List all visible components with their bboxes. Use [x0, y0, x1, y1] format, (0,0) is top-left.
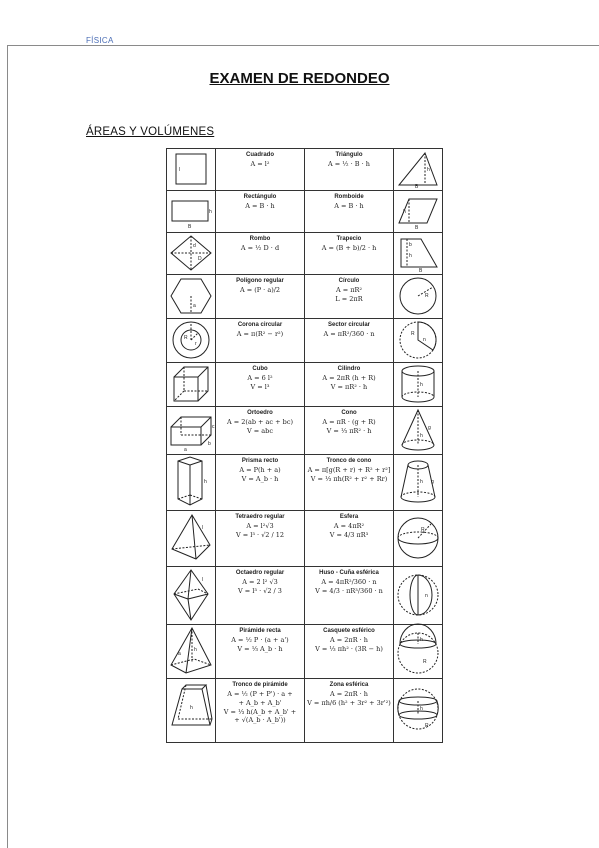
- formula-cell: [305, 567, 394, 625]
- rectangle-icon: [168, 191, 214, 231]
- formula-lines: [305, 578, 393, 596]
- svg-text:a: a: [184, 447, 187, 453]
- formula-lines: [216, 374, 304, 392]
- svg-text:h: h: [420, 382, 423, 388]
- formula-cell: [305, 319, 394, 363]
- square-icon: [168, 149, 214, 189]
- formula-line: + A_b + A_b': [238, 698, 282, 707]
- formula-lines: [305, 244, 393, 253]
- figure-cell: [394, 319, 443, 363]
- formula-lines: [216, 330, 304, 339]
- table-row: [167, 275, 443, 319]
- formula-cell: [305, 407, 394, 455]
- figure-cell: [167, 233, 216, 275]
- formula-lines: [305, 636, 393, 654]
- formula-cell: [216, 511, 305, 567]
- svg-text:h: h: [420, 706, 423, 712]
- formula-cell: [216, 233, 305, 275]
- svg-text:n: n: [423, 337, 426, 343]
- svg-text:h: h: [427, 167, 430, 173]
- formula-lines: [305, 522, 393, 540]
- svg-text:R: R: [423, 659, 427, 665]
- svg-text:a: a: [193, 303, 196, 309]
- svg-text:h: h: [420, 433, 423, 439]
- figure-cell: [167, 455, 216, 511]
- formula-line: A = πR²/360 · n: [323, 330, 375, 338]
- table-row: [167, 363, 443, 407]
- formula-cell: [305, 511, 394, 567]
- cube-icon: [168, 363, 214, 405]
- formula-line: A = B · h: [245, 202, 275, 210]
- formula-line: A = 4πR²/360 · n: [321, 578, 377, 586]
- formula-cell: [305, 149, 394, 191]
- formula-line: A = P(h + a): [239, 466, 281, 474]
- svg-text:R: R: [421, 527, 425, 533]
- figure-cell: [394, 275, 443, 319]
- formula-lines: [216, 578, 304, 596]
- formula-line: A = πR²: [335, 286, 363, 294]
- svg-text:g: g: [428, 425, 431, 431]
- figure-cell: [394, 455, 443, 511]
- shape-name: Tronco de pirámide: [232, 682, 288, 688]
- svg-text:l: l: [202, 525, 204, 531]
- figure-cell: [167, 567, 216, 625]
- formula-line: A = 4πR²: [333, 522, 365, 530]
- formula-line: V = πh/6 (h² + 3r² + 3r'²): [307, 698, 391, 707]
- formula-line: A = 2 l² √3: [242, 578, 278, 586]
- figure-cell: [394, 679, 443, 743]
- svg-text:R: R: [411, 331, 415, 337]
- shape-name: Octaedro regular: [235, 570, 285, 576]
- shape-name: Rectángulo: [243, 194, 277, 200]
- formula-table: [166, 148, 443, 743]
- formula-cell: [216, 191, 305, 233]
- table-row: [167, 149, 443, 191]
- formula-line: A = π[g(R + r) + R² + r²]: [307, 466, 391, 474]
- table-row: [167, 233, 443, 275]
- spherical-zone-icon: [395, 679, 441, 739]
- formula-cell: [216, 625, 305, 679]
- formula-line: A = B · h: [334, 202, 364, 210]
- formula-lines: [216, 202, 304, 211]
- formula-line: V = 4/3 πR³: [329, 530, 369, 539]
- shape-name: Rombo: [249, 236, 271, 242]
- figure-cell: [167, 363, 216, 407]
- figure-cell: [394, 625, 443, 679]
- formula-lines: [305, 374, 393, 392]
- table-row: [167, 319, 443, 363]
- tetrahedron-icon: [168, 511, 214, 565]
- svg-text:l: l: [202, 577, 204, 583]
- figure-cell: [394, 407, 443, 455]
- svg-text:b: b: [409, 242, 412, 248]
- hexagon-icon: [168, 275, 214, 317]
- table-row: [167, 625, 443, 679]
- figure-cell: [167, 679, 216, 743]
- rhomboid-icon: [395, 191, 441, 231]
- formula-lines: [305, 160, 393, 169]
- annulus-icon: [168, 319, 214, 361]
- triangle-icon: [395, 149, 441, 189]
- formula-lines: [305, 330, 393, 339]
- formula-cell: [216, 319, 305, 363]
- svg-text:b: b: [208, 441, 211, 447]
- formula-lines: [216, 466, 304, 484]
- formula-lines: [216, 636, 304, 654]
- formula-lines: [216, 690, 304, 725]
- formula-cell: [305, 191, 394, 233]
- formula-line: A = πR · (g + R): [322, 418, 376, 426]
- svg-text:h: h: [190, 705, 193, 711]
- svg-text:d: d: [193, 243, 196, 249]
- figure-cell: [394, 363, 443, 407]
- figure-cell: [394, 511, 443, 567]
- svg-text:a: a: [178, 651, 181, 657]
- shape-name: Círculo: [338, 278, 360, 284]
- formula-lines: [305, 418, 393, 436]
- right-prism-icon: [168, 455, 214, 509]
- formula-line: A = 2πR · h: [330, 636, 368, 644]
- svg-text:B: B: [188, 224, 192, 230]
- table-row: [167, 191, 443, 233]
- formula-line: V = l³: [250, 382, 270, 391]
- shape-name: Huso - Cuña esférica: [319, 570, 379, 576]
- circle-icon: [395, 275, 441, 317]
- formula-lines: [216, 160, 304, 169]
- page-title: EXAMEN DE REDONDEO: [209, 70, 390, 87]
- formula-line: V = ⅓ πh² · (3R − h): [315, 644, 383, 653]
- formula-cell: [305, 625, 394, 679]
- shape-name: Sector circular: [327, 322, 371, 328]
- formula-line: V = A_b · h: [241, 474, 279, 483]
- shape-name: Tetraedro regular: [235, 514, 285, 520]
- formula-line: + √(A_b · A_b')): [234, 716, 286, 725]
- shape-name: Polígono regular: [236, 278, 284, 284]
- formula-line: A = ½ D · d: [240, 244, 280, 252]
- formula-cell: [305, 679, 394, 743]
- svg-text:g: g: [431, 479, 434, 485]
- section-subtitle: ÁREAS Y VOLÚMENES: [86, 126, 215, 138]
- truncated-pyramid-icon: [168, 679, 214, 739]
- formula-cell: [216, 567, 305, 625]
- formula-lines: [305, 286, 393, 304]
- figure-cell: [167, 275, 216, 319]
- figure-cell: [394, 233, 443, 275]
- table-row: [167, 407, 443, 455]
- svg-text:l: l: [179, 167, 181, 173]
- svg-text:h: h: [194, 647, 197, 653]
- spherical-wedge-icon: [395, 567, 441, 623]
- formula-cell: [216, 275, 305, 319]
- cuboid-icon: [168, 407, 214, 453]
- formula-cell: [216, 407, 305, 455]
- octahedron-icon: [168, 567, 214, 623]
- shape-name: Ortoedro: [247, 410, 273, 416]
- svg-text:R: R: [425, 723, 429, 729]
- svg-text:c: c: [212, 424, 215, 430]
- table-row: [167, 511, 443, 567]
- formula-line: L = 2πR: [335, 294, 363, 303]
- svg-text:h: h: [420, 637, 423, 643]
- figure-cell: [167, 191, 216, 233]
- shape-name: Pirámide recta: [239, 628, 281, 634]
- formula-lines: [305, 466, 393, 484]
- svg-text:n: n: [425, 593, 428, 599]
- formula-line: A = l²: [250, 160, 270, 168]
- trapezoid-icon: [395, 233, 441, 273]
- formula-lines: [305, 690, 393, 708]
- rhombus-icon: [168, 233, 214, 273]
- formula-lines: [305, 202, 393, 211]
- formula-line: V = 4/3 · πR³/360 · n: [315, 586, 383, 595]
- formula-line: V = ⅓ A_b · h: [237, 644, 283, 653]
- cylinder-icon: [395, 363, 441, 405]
- formula-line: V = ⅓ πR² · h: [326, 426, 372, 435]
- figure-cell: [394, 149, 443, 191]
- svg-text:B: B: [415, 225, 419, 231]
- formula-line: A = π(R² − r²): [236, 330, 284, 338]
- formula-line: A = l²√3: [246, 522, 274, 530]
- formula-line: A = 2πR (h + R): [322, 374, 376, 382]
- svg-text:R: R: [184, 335, 188, 341]
- formula-lines: [216, 522, 304, 540]
- figure-cell: [394, 567, 443, 625]
- formula-line: A = (B + b)/2 · h: [321, 244, 377, 252]
- figure-cell: [167, 149, 216, 191]
- formula-cell: [216, 679, 305, 743]
- shape-name: Zona esférica: [329, 682, 369, 688]
- formula-line: A = ½ P · (a + a'): [231, 636, 289, 644]
- figure-cell: [167, 511, 216, 567]
- formula-cell: [305, 363, 394, 407]
- shape-name: Casquete esférico: [323, 628, 375, 634]
- formula-cell: [305, 275, 394, 319]
- pyramid-icon: [168, 625, 214, 677]
- table-row: [167, 567, 443, 625]
- cone-icon: [395, 407, 441, 453]
- formula-line: V = ⅓ πh(R² + r² + Rr): [310, 474, 388, 483]
- formula-line: A = 2πR · h: [330, 690, 368, 698]
- formula-lines: [216, 418, 304, 436]
- svg-text:B: B: [419, 268, 423, 274]
- formula-lines: [216, 244, 304, 253]
- formula-line: A = 2(ab + ac + bc): [227, 418, 293, 426]
- figure-cell: [167, 319, 216, 363]
- svg-text:B: B: [415, 184, 419, 190]
- svg-text:h: h: [409, 253, 412, 259]
- formula-cell: [305, 455, 394, 511]
- formula-line: A = (P · a)/2: [239, 286, 281, 294]
- shape-name: Cubo: [252, 366, 268, 372]
- header-label: FÍSICA: [86, 36, 114, 45]
- shape-name: Esfera: [339, 514, 359, 520]
- formula-line: V = πR² · h: [330, 382, 368, 391]
- formula-line: V = l³ · √2 / 12: [235, 530, 285, 539]
- svg-text:h: h: [204, 479, 207, 485]
- formula-cell: [305, 233, 394, 275]
- circular-sector-icon: [395, 319, 441, 361]
- formula-cell: [216, 363, 305, 407]
- svg-text:r: r: [195, 341, 197, 347]
- truncated-cone-icon: [395, 455, 441, 509]
- shape-name: Tronco de cono: [326, 458, 372, 464]
- figure-cell: [167, 625, 216, 679]
- shape-name: Prisma recto: [241, 458, 279, 464]
- table-row: [167, 455, 443, 511]
- formula-cell: [216, 455, 305, 511]
- spherical-cap-icon: [395, 625, 441, 677]
- svg-text:R: R: [425, 293, 429, 299]
- formula-lines: [216, 286, 304, 295]
- svg-text:h: h: [403, 209, 406, 215]
- sphere-icon: [395, 511, 441, 565]
- shape-name: Cono: [341, 410, 357, 416]
- figure-cell: [394, 191, 443, 233]
- shape-name: Trapecio: [336, 236, 362, 242]
- shape-name: Corona circular: [237, 322, 283, 328]
- shape-name: Cuadrado: [245, 152, 274, 158]
- formula-line: A = 6 l²: [247, 374, 273, 382]
- shape-name: Triángulo: [335, 152, 363, 158]
- formula-line: V = ⅓ h(A_b + A_b' +: [223, 707, 297, 716]
- shape-name: Romboide: [334, 194, 364, 200]
- svg-text:h: h: [420, 479, 423, 485]
- shape-name: Cilindro: [337, 366, 361, 372]
- table-row: [167, 679, 443, 743]
- svg-text:D: D: [198, 256, 202, 262]
- formula-line: V = l³ · √2 / 3: [238, 586, 282, 595]
- svg-text:h: h: [209, 209, 212, 215]
- formula-line: V = abc: [247, 426, 273, 435]
- formula-cell: [216, 149, 305, 191]
- formula-line: A = ½ (P + P') · a +: [227, 690, 293, 698]
- figure-cell: [167, 407, 216, 455]
- formula-line: A = ½ · B · h: [328, 160, 370, 168]
